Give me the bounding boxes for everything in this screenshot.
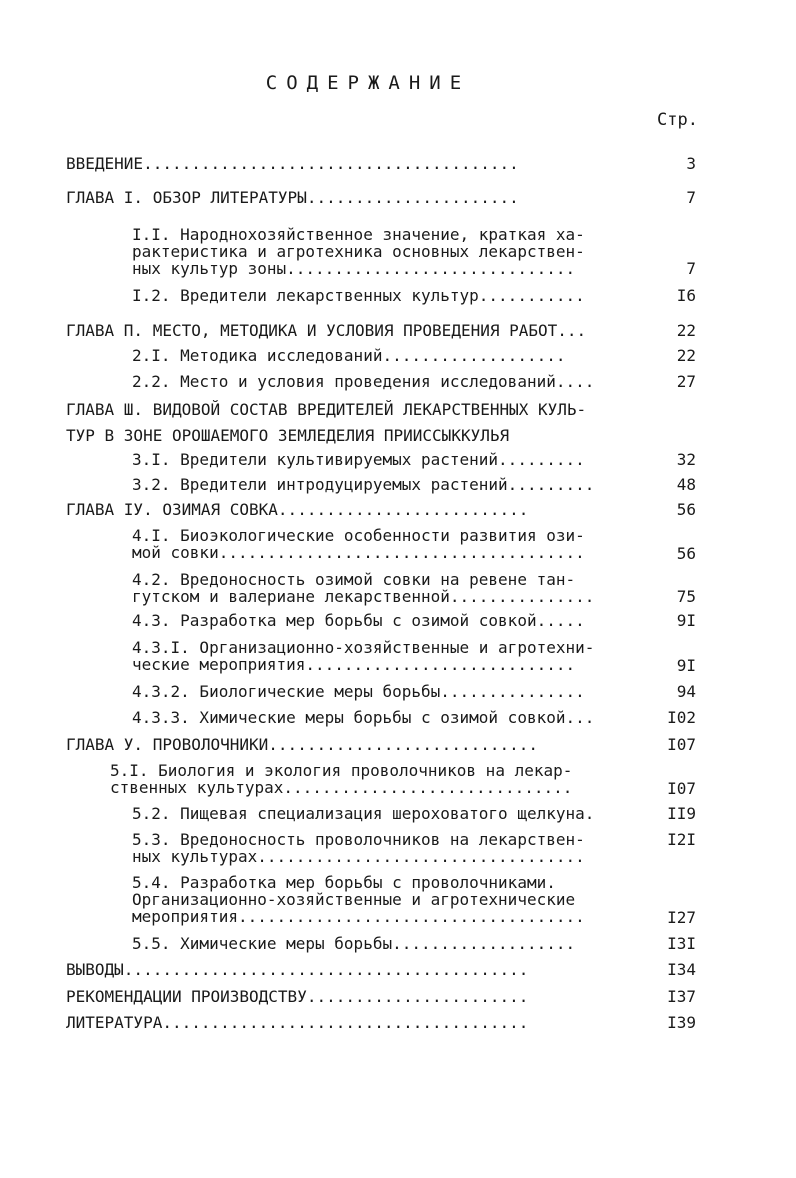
toc-page-references: I39 xyxy=(667,1013,696,1032)
toc-page-introduction: 3 xyxy=(686,154,696,173)
toc-page-section-2-2: 27 xyxy=(676,372,696,391)
toc-entry-references: ЛИТЕРАТУРА...................................... xyxy=(66,1013,529,1032)
toc-entry-section-4-2: 4.2. Вредоносность озимой совки на ревене тан- гутском и валериане лекарственной............... xyxy=(132,570,595,606)
toc-entry-section-5-1: 5.I. Биология и экология проволочников на лекар- ственных культурах.............................. xyxy=(110,761,573,797)
toc-page-chapter-2: 22 xyxy=(676,321,696,340)
toc-entry-conclusions: ВЫВОДЫ.......................................... xyxy=(66,960,529,979)
toc-entry-section-5-4: 5.4. Разработка мер борьбы с проволочниками. Организационно-хозяйственные и агротехнические мероприятия.................................... xyxy=(132,873,585,926)
toc-entry-section-1-2: I.2. Вредители лекарственных культур........... xyxy=(132,286,585,305)
toc-page-section-5-1: I07 xyxy=(667,779,696,798)
toc-page-section-3-2: 48 xyxy=(676,475,696,494)
toc-entry-section-5-3: 5.3. Вредоносность проволочников на лекарствен- ных культурах.................................. xyxy=(132,830,585,866)
toc-page-section-4-1: 56 xyxy=(676,544,696,563)
toc-entry-chapter-2: ГЛАВА П. МЕСТО, МЕТОДИКА И УСЛОВИЯ ПРОВЕДЕНИЯ РАБОТ... xyxy=(66,321,587,340)
toc-entry-chapter-5: ГЛАВА У. ПРОВОЛОЧНИКИ............................ xyxy=(66,735,539,754)
toc-page-section-2-1: 22 xyxy=(676,346,696,365)
toc-entry-section-4-3: 4.3. Разработка мер борьбы с озимой совкой..... xyxy=(132,611,585,630)
toc-page-section-5-2: II9 xyxy=(667,804,696,823)
toc-page-section-4-3-2: 94 xyxy=(676,682,696,701)
toc-page-conclusions: I34 xyxy=(667,960,696,979)
toc-page-chapter-4: 56 xyxy=(676,500,696,519)
toc-entry-chapter-4: ГЛАВА IУ. ОЗИМАЯ СОВКА.......................... xyxy=(66,500,529,519)
toc-page-section-4-2: 75 xyxy=(676,587,696,606)
toc-entry-recommendations: РЕКОМЕНДАЦИИ ПРОИЗВОДСТВУ....................... xyxy=(66,987,529,1006)
toc-page-section-3-1: 32 xyxy=(676,450,696,469)
toc-page-section-4-3-3: I02 xyxy=(667,708,696,727)
toc-page-section-4-3-1: 9I xyxy=(676,656,696,675)
toc-entry-section-3-2: 3.2. Вредители интродуцируемых растений......... xyxy=(132,475,595,494)
toc-entry-section-2-2: 2.2. Место и условия проведения исследований.... xyxy=(132,372,595,391)
toc-page-recommendations: I37 xyxy=(667,987,696,1006)
toc-entry-section-1-1: I.I. Народнохозяйственное значение, краткая ха- рактеристика и агротехника основных лекарствен- ных культур зоны.............................. xyxy=(132,225,585,278)
toc-page-section-5-5: I3I xyxy=(667,934,696,953)
toc-entry-chapter-3: ГЛАВА Ш. ВИДОВОЙ СОСТАВ ВРЕДИТЕЛЕЙ ЛЕКАРСТВЕННЫХ КУЛЬ- ТУР В ЗОНЕ ОРОШАЕМОГО ЗЕМЛЕДЕЛИЯ ПРИИССЫККУЛЬЯ xyxy=(66,400,587,445)
toc-page-section-1-2: I6 xyxy=(676,286,696,305)
toc-page-chapter-5: I07 xyxy=(667,735,696,754)
toc-entry-section-4-3-1: 4.3.I. Организационно-хозяйственные и агротехни- ческие мероприятия............................ xyxy=(132,638,595,674)
toc-page-section-5-4: I27 xyxy=(667,908,696,927)
toc-entry-section-4-3-2: 4.3.2. Биологические меры борьбы............... xyxy=(132,682,585,701)
toc-entry-introduction: ВВЕДЕНИЕ....................................... xyxy=(66,154,519,173)
toc-entry-section-5-2: 5.2. Пищевая специализация шероховатого щелкуна. xyxy=(132,804,595,823)
page-column-label: Стр. xyxy=(657,110,698,130)
toc-page-section-1-1: 7 xyxy=(686,259,696,278)
toc-entry-section-4-3-3: 4.3.3. Химические меры борьбы с озимой совкой... xyxy=(132,708,595,727)
toc-entry-section-2-1: 2.I. Методика исследований................... xyxy=(132,346,566,365)
toc-page-section-4-3: 9I xyxy=(676,611,696,630)
contents-title: СОДЕРЖАНИЕ xyxy=(265,72,471,94)
toc-page-chapter-1: 7 xyxy=(686,188,696,207)
toc-entry-section-5-5: 5.5. Химические меры борьбы................... xyxy=(132,934,576,953)
toc-entry-chapter-1: ГЛАВА I. ОБЗОР ЛИТЕРАТУРЫ...................... xyxy=(66,188,519,207)
toc-entry-section-3-1: 3.I. Вредители культивируемых растений......... xyxy=(132,450,585,469)
toc-entry-section-4-1: 4.I. Биоэкологические особенности развития ози- мой совки...................................... xyxy=(132,526,585,562)
toc-page-section-5-3: I2I xyxy=(667,830,696,849)
